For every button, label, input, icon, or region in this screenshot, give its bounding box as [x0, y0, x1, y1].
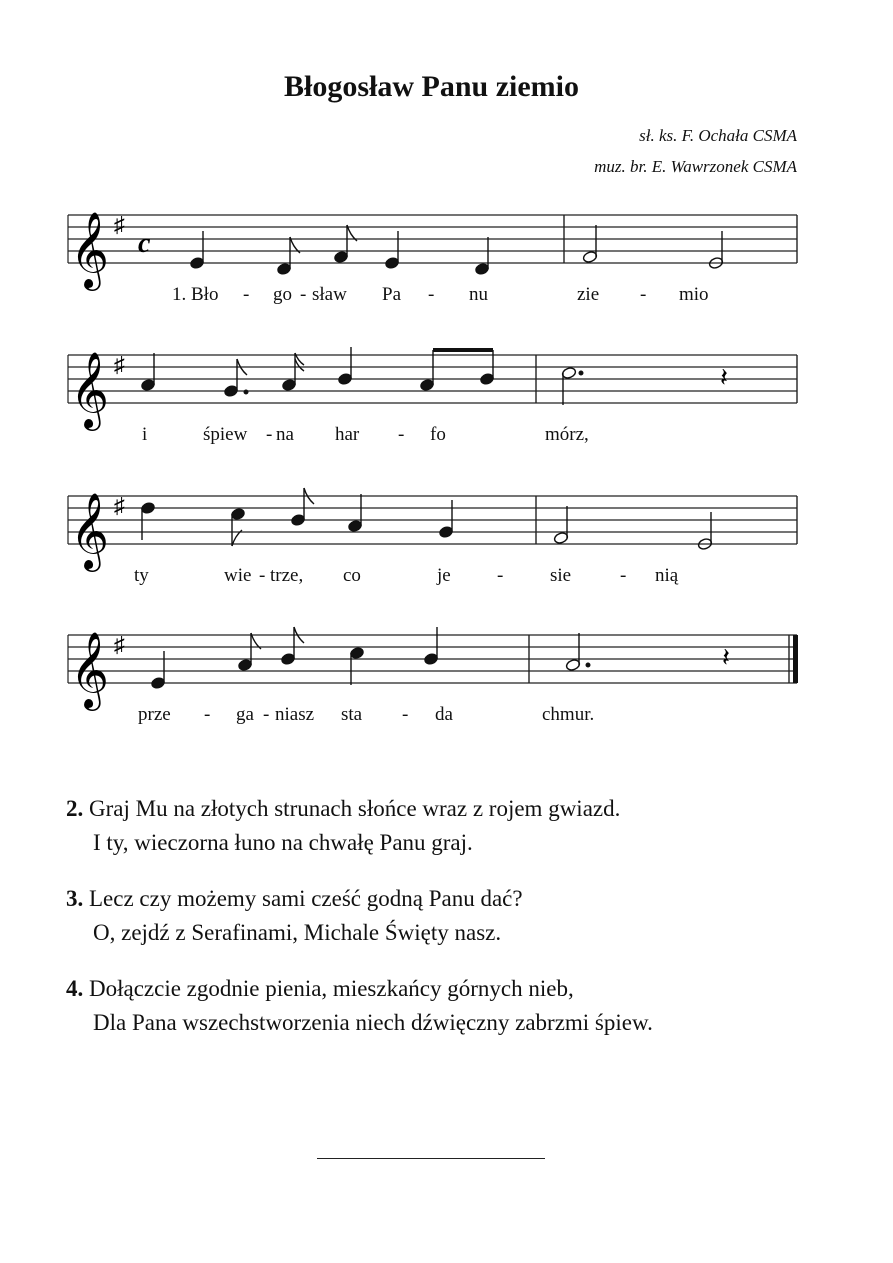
- lyric-syllable: -: [263, 704, 270, 725]
- sharp-icon: ♯: [114, 493, 125, 518]
- quarter-rest-icon: 𝄽: [720, 363, 728, 392]
- lyric-syllable: ty: [134, 565, 149, 586]
- verse-number: 4.: [66, 976, 84, 1001]
- lyric-syllable: -: [204, 704, 211, 725]
- lyric-syllable: 1. Bło: [172, 284, 219, 305]
- lyric-syllable: -: [620, 565, 627, 586]
- lyric-syllable: -: [497, 565, 504, 586]
- verse-line: Dołączcie zgodnie pienia, mieszkańcy górnych nieb,: [89, 976, 574, 1001]
- lyric-syllable: -: [640, 284, 647, 305]
- staff-lines: [68, 215, 797, 263]
- final-barline-thick: [793, 635, 798, 683]
- lyric-syllable: śpiew: [203, 424, 248, 445]
- notes: [141, 488, 713, 551]
- verse-3: [66, 882, 653, 950]
- lyric-syllable: mio: [679, 284, 709, 305]
- common-time-icon: c: [138, 228, 151, 259]
- sharp-icon: ♯: [114, 632, 125, 657]
- sharp-icon: ♯: [114, 212, 125, 237]
- lyric-syllable: chmur.: [542, 704, 595, 725]
- verse-4: [66, 972, 653, 1040]
- treble-clef-icon: 𝄞: [70, 634, 110, 707]
- lyric-syllable: fo: [430, 424, 446, 445]
- lyric-syllable: ga: [236, 704, 254, 725]
- verse-line: Lecz czy możemy sami cześć godną Panu dać?: [89, 886, 523, 911]
- lyric-syllable: zie: [577, 284, 600, 305]
- lyric-syllable: Pa: [382, 284, 401, 305]
- lyric-syllable: go: [273, 284, 292, 305]
- treble-clef-icon: 𝄞: [70, 354, 110, 427]
- sharp-icon: ♯: [114, 352, 125, 377]
- lyric-syllable: har: [335, 424, 360, 445]
- lyric-syllable: nią: [655, 565, 679, 586]
- lyric-syllable: -: [243, 284, 250, 305]
- lyric-syllable: da: [435, 704, 453, 725]
- music-system-4: [0, 610, 893, 740]
- lyric-syllable: -: [402, 704, 409, 725]
- lyric-syllable: wie: [224, 565, 252, 586]
- verse-number: 2.: [66, 796, 84, 821]
- notes: [190, 225, 724, 275]
- lyric-syllable: na: [276, 424, 294, 445]
- lyric-syllable: i: [142, 424, 148, 445]
- lyric-syllable: sław: [312, 284, 347, 305]
- staff-lines: [68, 496, 797, 544]
- lyric-syllable: prze: [138, 704, 171, 725]
- lyric-syllable: niasz: [275, 704, 315, 725]
- notes: [141, 347, 583, 405]
- treble-clef-icon: 𝄞: [70, 495, 110, 568]
- lyric-syllable: mórz,: [545, 424, 589, 445]
- lyricist-credit: sł. ks. F. Ochała CSMA: [639, 126, 797, 145]
- song-title: Błogosław Panu ziemio: [283, 70, 579, 103]
- lyric-syllable: sta: [341, 704, 363, 725]
- quarter-rest-icon: 𝄽: [722, 643, 730, 672]
- notes: [151, 627, 590, 689]
- lyric-syllable: -: [259, 565, 266, 586]
- verse-line: Graj Mu na złotych strunach słońce wraz z rojem gwiazd.: [89, 796, 621, 821]
- lyric-syllable: co: [343, 565, 361, 586]
- lyric-syllable: -: [398, 424, 405, 445]
- music-system-2: [0, 330, 893, 460]
- verse-line: I ty, wieczorna łuno na chwałę Panu graj.: [93, 830, 473, 855]
- footer-divider: [317, 1158, 545, 1159]
- verse-2: [66, 792, 653, 860]
- lyric-syllable: -: [266, 424, 273, 445]
- composer-credit: muz. br. E. Wawrzonek CSMA: [594, 157, 797, 176]
- treble-clef-icon: 𝄞: [70, 214, 110, 287]
- lyric-syllable: -: [300, 284, 307, 305]
- lyric-syllable: sie: [550, 565, 572, 586]
- verse-line: O, zejdź z Serafinami, Michale Święty nasz.: [93, 920, 502, 945]
- lyric-syllable: nu: [469, 284, 488, 305]
- lyric-syllable: trze,: [270, 565, 304, 586]
- music-system-1: [0, 190, 893, 320]
- music-system-3: [0, 471, 893, 601]
- lyric-syllable: je: [437, 565, 451, 586]
- verse-number: 3.: [66, 886, 84, 911]
- verses-block: [66, 792, 653, 1062]
- lyric-syllable: -: [428, 284, 435, 305]
- verse-line: Dla Pana wszechstworzenia niech dźwięczny zabrzmi śpiew.: [93, 1010, 653, 1035]
